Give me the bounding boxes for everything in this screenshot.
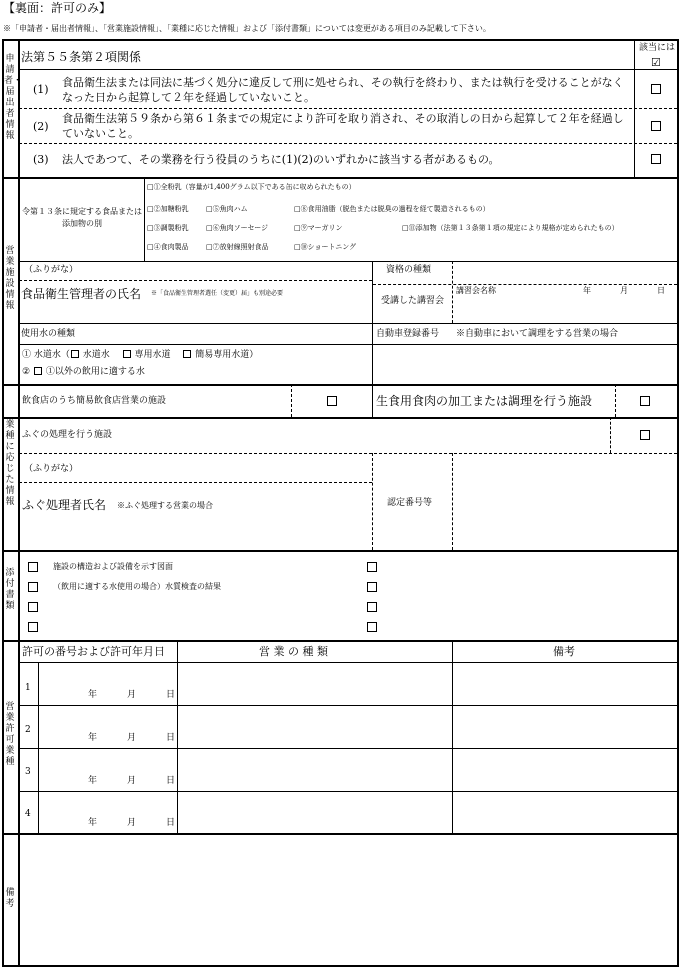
attachment-checkbox-7[interactable]: [367, 602, 377, 612]
business-middle-divider: [372, 384, 373, 417]
water-option-2: [22, 367, 145, 378]
permit-remarks-header: 備考: [553, 645, 575, 658]
fugu-facility-label: ふぐの処理を行う施設: [22, 430, 113, 440]
row-divider: [19, 323, 677, 324]
course-attended-label: 受講した講習会: [381, 296, 445, 306]
applicable-header: 該当には: [639, 43, 676, 53]
section-divider: [2, 417, 679, 419]
permit-day: 日: [166, 776, 176, 786]
section-divider: [2, 833, 679, 835]
additive-option[interactable]: □⑩ショートニング: [294, 243, 357, 251]
tap-water-label: 水道水: [82, 350, 110, 360]
manager-note: ※「食品衛生管理者選任（変更）届」も別途必要: [151, 290, 284, 297]
attachment-checkbox-8[interactable]: [367, 622, 377, 632]
outer-top-border: [2, 39, 679, 41]
row-divider: [19, 69, 677, 70]
other-water-checkbox[interactable]: [34, 367, 42, 375]
course-name-label: 講習会名称: [456, 286, 496, 295]
qualification-divider-h: [373, 284, 677, 285]
section-divider: [2, 640, 679, 642]
business-section-label: 業種に応じた情報: [5, 420, 15, 507]
item-2-number: (2): [33, 120, 49, 133]
remarks-section-label: 備考: [5, 888, 15, 909]
change-note: ※「申請者・届出者情報」、「営業施設情報」、「業種に応じた情報」および「添付書類」については変更がある項目のみ記載して下さい。: [3, 24, 491, 33]
row-divider: [19, 143, 677, 144]
additive-option[interactable]: □⑥魚肉ソーセージ: [206, 224, 269, 232]
qualification-type-label: 資格の種類: [386, 265, 432, 275]
section-divider: [2, 550, 679, 552]
cert-no-label: 認定番号等: [387, 498, 433, 508]
vehicle-no-label: 自動車登録番号: [376, 329, 440, 339]
permit-row-number: 4: [25, 809, 31, 819]
row-divider: [19, 453, 677, 454]
furigana-divider: [19, 482, 372, 483]
permit-year: 年: [88, 690, 98, 700]
item-2-text: 食品衛生法第５９条から第６１条までの規定により許可を取り消され、その取消しの日から起算して２年を経過していないこと。: [62, 112, 624, 140]
row-divider: [19, 705, 677, 706]
law-title: 法第５５条第２項関係: [21, 50, 142, 64]
additive-option[interactable]: □⑦放射線照射食品: [206, 243, 269, 251]
simple-restaurant-checkbox[interactable]: [327, 396, 337, 406]
fugu-facility-divider: [610, 417, 611, 453]
attachment-checkbox-3[interactable]: [28, 602, 38, 612]
row-divider: [19, 662, 677, 663]
attachments-section-label: 添付書類: [5, 568, 15, 611]
attachment-checkbox-2[interactable]: [28, 582, 38, 592]
manager-furigana-label: （ふりがな）: [24, 265, 79, 275]
raw-meat-checkbox[interactable]: [640, 396, 650, 406]
course-day: 日: [657, 286, 665, 295]
permit-row-number: 1: [25, 683, 31, 693]
permit-type-header: 営 業 の 種 類: [259, 645, 328, 658]
furigana-divider: [19, 280, 372, 281]
permit-month: 月: [127, 690, 137, 700]
additive-option[interactable]: □⑪添加物（法第１３条第１項の規定により規格が定められたもの）: [402, 224, 619, 232]
section-divider: [2, 177, 679, 179]
attachment-item-1: 施設の構造および設備を示す図面: [53, 562, 173, 571]
water-option-1: [22, 350, 258, 361]
item-3-checkbox[interactable]: [651, 154, 661, 164]
permit-number-header: 許可の番号および許可年月日: [22, 645, 165, 658]
water-option-1-prefix: ① 水道水（: [22, 350, 70, 360]
attachment-checkbox-1[interactable]: [28, 562, 38, 572]
additive-label: 令第１３条に規定する食品または添加物の別: [22, 207, 142, 228]
additive-option[interactable]: □①全粉乳（容量が1,400グラム以下である缶に収められたもの）: [147, 183, 356, 191]
permit-day: 日: [166, 733, 176, 743]
page-title: 【裏面：許可のみ】: [3, 1, 112, 15]
row-divider: [19, 344, 677, 345]
manager-divider: [372, 261, 373, 323]
applicable-checkmark: ☑: [651, 56, 661, 69]
water-vehicle-divider: [372, 323, 373, 384]
permit-year: 年: [88, 733, 98, 743]
row-divider: [19, 791, 677, 792]
permit-month: 月: [127, 733, 137, 743]
item-1-text: 食品衛生法または同法に基づく処分に違反して刑に処せられ、その執行を終わり、または執行を受けることがなくなった日から起算して２年を経過していないこと。: [62, 76, 624, 104]
permit-row-number: 2: [25, 725, 31, 735]
fugu-person-label: ふぐ処理者氏名: [22, 498, 107, 512]
item-2-checkbox[interactable]: [651, 121, 661, 131]
cert-no-divider: [452, 453, 453, 550]
tap-water-checkbox[interactable]: [71, 350, 79, 358]
permit-col-divider: [452, 640, 453, 833]
permit-month: 月: [127, 776, 137, 786]
course-year: 年: [583, 286, 591, 295]
item-3-text: 法人であつて、その業務を行う役員のうちに(1)(2)のいずれかに該当する者があるもの。: [62, 153, 500, 166]
qualification-divider: [452, 261, 453, 323]
course-month: 月: [620, 286, 628, 295]
simple-water-label: 簡易専用水道: [195, 350, 250, 360]
permit-day: 日: [166, 690, 176, 700]
fugu-facility-checkbox[interactable]: [640, 430, 650, 440]
simple-restaurant-divider: [291, 384, 292, 417]
permit-year: 年: [88, 776, 98, 786]
fugu-person-divider: [372, 453, 373, 550]
raw-meat-label: 生食用食肉の加工または調理を行う施設: [376, 394, 593, 408]
additive-option[interactable]: □③調製粉乳: [147, 224, 189, 232]
water-type-label: 使用水の種類: [21, 329, 76, 339]
private-water-checkbox[interactable]: [123, 350, 131, 358]
other-water-label: ①以外の飲用に適する水: [45, 367, 145, 377]
additive-option[interactable]: □④食肉製品: [147, 243, 189, 251]
permit-day: 日: [166, 818, 176, 828]
item-1-number: (1): [33, 83, 49, 96]
water-option-1-suffix: ）: [249, 350, 259, 360]
manager-name-label: 食品衛生管理者の氏名: [21, 287, 142, 301]
additive-option[interactable]: □②加糖粉乳: [147, 205, 189, 213]
water-option-2-prefix: ②: [22, 367, 31, 377]
attachment-checkbox-4[interactable]: [28, 622, 38, 632]
private-water-label: 専用水道: [134, 350, 171, 360]
permit-row-number: 3: [25, 767, 31, 777]
permits-section-label: 営業許可業種: [5, 702, 15, 767]
section-divider: [2, 384, 679, 386]
permit-col-divider: [177, 640, 178, 833]
permit-month: 月: [127, 818, 137, 828]
raw-meat-divider: [615, 384, 616, 417]
simple-restaurant-label: 飲食店のうち簡易飲食店営業の施設: [22, 396, 167, 406]
applicant-section-label: 申請者・届出者情報: [4, 54, 23, 141]
additive-option[interactable]: □⑨マーガリン: [294, 224, 343, 232]
additive-label-border: [144, 177, 145, 261]
item-3-number: (3): [33, 153, 49, 166]
additive-option[interactable]: □⑧食用油脂（脱色または脱臭の過程を経て製造されるもの）: [294, 205, 490, 213]
simple-water-checkbox[interactable]: [183, 350, 191, 358]
attachment-checkbox-6[interactable]: [367, 582, 377, 592]
permit-year: 年: [88, 818, 98, 828]
additive-option[interactable]: □⑤魚肉ハム: [206, 205, 248, 213]
attachment-item-2: （飲用に適する水使用の場合）水質検査の結果: [53, 582, 221, 591]
facility-section-label: 営業施設情報: [5, 246, 15, 311]
row-divider: [19, 261, 677, 262]
row-divider: [19, 108, 677, 109]
item-1-checkbox[interactable]: [651, 84, 661, 94]
attachment-checkbox-5[interactable]: [367, 562, 377, 572]
row-divider: [19, 748, 677, 749]
fugu-person-note: ※ふぐ処理する営業の場合: [117, 501, 213, 510]
fugu-furigana-label: （ふりがな）: [24, 464, 79, 474]
vehicle-note: ※自動車において調理をする営業の場合: [456, 329, 619, 339]
